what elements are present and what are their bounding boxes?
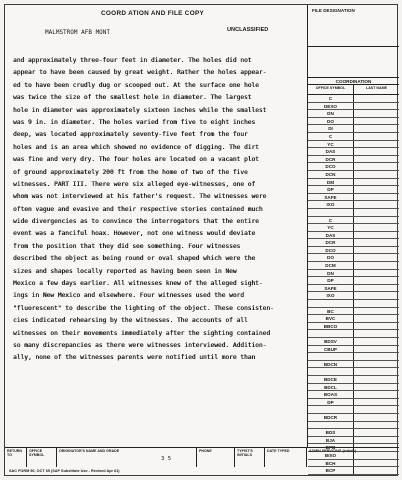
document-sheet bbox=[4, 4, 398, 476]
body-line: ally, none of the witnesses parents were notified until more than bbox=[13, 354, 256, 362]
classification-marking: UNCLASSIFIED bbox=[227, 27, 269, 33]
form-title: COORD ATION AND FILE COPY bbox=[101, 10, 205, 17]
office-symbol-code: BCP bbox=[308, 467, 354, 474]
office-symbol-code: BBCO bbox=[308, 323, 354, 330]
form-footer bbox=[5, 447, 399, 467]
office-symbol-code: DN bbox=[308, 270, 354, 277]
coordination-row bbox=[308, 186, 399, 194]
office-symbol-code: BDS bbox=[308, 429, 354, 436]
body-line: hole in diameter was approximately sixteen inches while the smallest bbox=[13, 106, 267, 114]
coordination-row bbox=[308, 391, 399, 399]
office-symbol-code: YC bbox=[308, 141, 354, 148]
originator-value: 3 5 bbox=[161, 456, 172, 462]
coordination-row bbox=[308, 361, 399, 369]
office-symbol-code bbox=[308, 368, 354, 375]
coordination-row bbox=[308, 285, 399, 293]
body-line: wide divergencies as to convince the interrogators that the entire bbox=[13, 218, 259, 226]
body-line: was 9 in. in diameter. The holes varied from five to eight inches bbox=[13, 118, 256, 126]
office-symbol-code: C bbox=[308, 217, 354, 224]
return-to-cell bbox=[5, 448, 27, 467]
office-symbol-code: BDCE bbox=[308, 376, 354, 383]
office-symbol-code: BDSV bbox=[308, 338, 354, 345]
office-symbol-code bbox=[308, 353, 354, 360]
office-symbol-code: DCO bbox=[308, 247, 354, 254]
office-symbol-code: C bbox=[308, 95, 354, 102]
body-line: sizes and shapes locally reported as having been seen in New bbox=[13, 267, 237, 275]
coordination-row bbox=[308, 422, 399, 430]
office-symbol-code: IXO bbox=[308, 201, 354, 208]
office-symbol-code: DAS bbox=[308, 232, 354, 239]
admin-servicing-cell bbox=[307, 448, 399, 467]
office-symbol-code: YC bbox=[308, 224, 354, 231]
coordination-row bbox=[308, 323, 399, 331]
office-symbol-code bbox=[308, 422, 354, 429]
coordination-row bbox=[308, 429, 399, 437]
date-typed-label: DATE TYPED bbox=[267, 449, 290, 453]
coordination-row bbox=[308, 254, 399, 262]
office-symbol-code: BDCR bbox=[308, 414, 354, 421]
office-symbol-code: DAS bbox=[308, 148, 354, 155]
file-designation-box bbox=[308, 5, 399, 47]
body-line: of ground approximately 200 ft from the home of two of the five bbox=[13, 168, 248, 176]
body-line: often vague and evasive and their respective stories contained much bbox=[13, 205, 263, 213]
coordination-row bbox=[308, 224, 399, 232]
coordination-row bbox=[308, 209, 399, 217]
office-symbol-code: DP bbox=[308, 277, 354, 284]
office-symbol-code: BPB bbox=[308, 444, 354, 451]
office-symbol-code: BC bbox=[308, 308, 354, 315]
coordination-row bbox=[308, 103, 399, 111]
office-symbol-code bbox=[308, 330, 354, 337]
coordination-row bbox=[308, 437, 399, 445]
coordination-row bbox=[308, 247, 399, 255]
office-symbol-code: DCN bbox=[308, 171, 354, 178]
office-symbol-code: SAFE bbox=[308, 194, 354, 201]
coordination-row bbox=[308, 376, 399, 384]
coordination-row bbox=[308, 308, 399, 316]
coordination-row bbox=[308, 399, 399, 407]
coordination-header: COORDINATION bbox=[308, 77, 399, 85]
typist-label: TYPIST'S INITIALS bbox=[237, 449, 253, 457]
office-symbol-code: BCH bbox=[308, 460, 354, 467]
coordination-row bbox=[308, 315, 399, 323]
coordination-row bbox=[308, 125, 399, 133]
coordination-row bbox=[308, 414, 399, 422]
file-designation-label: FILE DESIGNATION bbox=[312, 8, 355, 13]
subject-line: MALMSTROM AFB MONT bbox=[45, 29, 111, 36]
body-line: cies indicated rehearsing by the witnesses. The accounts of all bbox=[13, 317, 248, 325]
body-line: ings in New Mexico and elsewhere. Four witnesses used the word bbox=[13, 292, 244, 300]
body-line: "fluorescent" to describe the lighting of the object. These consisten- bbox=[13, 304, 274, 312]
office-symbol-code: BVC bbox=[308, 315, 354, 322]
body-line: witnesses. PART III. There were six alleged eye-witnesses, one of bbox=[13, 180, 256, 188]
last-name-header: LAST NAME bbox=[366, 85, 387, 90]
office-symbol-code: DP bbox=[308, 399, 354, 406]
return-to-label: RETURN TO bbox=[7, 449, 22, 457]
body-line: was twice the size of the smallest hole in diameter. The largest bbox=[13, 94, 252, 102]
coordination-row bbox=[308, 262, 399, 270]
office-symbol-code: DN bbox=[308, 110, 354, 117]
body-line: so many discrepancies as there were witnesses interviewed. Addition- bbox=[13, 341, 267, 349]
office-symbol-code: BDCN bbox=[308, 361, 354, 368]
coordination-row bbox=[308, 118, 399, 126]
coordination-row bbox=[308, 330, 399, 338]
coordination-row bbox=[308, 270, 399, 278]
office-symbol-code: DO bbox=[308, 118, 354, 125]
coordination-row bbox=[308, 110, 399, 118]
office-symbol-code: DCR bbox=[308, 156, 354, 163]
coordination-row bbox=[308, 179, 399, 187]
body-line: appear to have been caused by great weight. Rather the holes appear- bbox=[13, 69, 267, 77]
date-typed-cell bbox=[265, 448, 307, 467]
office-symbol-code: DEXO bbox=[308, 103, 354, 110]
coordination-row bbox=[308, 467, 399, 475]
coordination-row bbox=[308, 368, 399, 376]
body-line: was fine and very dry. The four holes are located on a vacant plot bbox=[13, 156, 259, 164]
office-symbol-footer-label: OFFICE SYMBOL bbox=[29, 449, 45, 457]
body-line: event was a fanciful hoax. However, not one witness would deviate bbox=[13, 230, 256, 238]
coordination-row bbox=[308, 171, 399, 179]
office-symbol-code: DCO bbox=[308, 163, 354, 170]
admin-servicing-label: ADMIN SERVICING (Initials) bbox=[309, 449, 357, 453]
coordination-row bbox=[308, 148, 399, 156]
coordination-row bbox=[308, 232, 399, 240]
office-symbol-code: DM bbox=[308, 179, 354, 186]
office-symbol-code: DP bbox=[308, 186, 354, 193]
office-symbol-code: BJA bbox=[308, 437, 354, 444]
body-line: deep, was located approximately seventy-five feet from the four bbox=[13, 131, 248, 139]
coordination-row bbox=[308, 201, 399, 209]
coordination-list bbox=[308, 95, 399, 475]
body-line: and approximately three-four feet in diameter. The holes did not bbox=[13, 57, 252, 64]
office-symbol-code: BIXO bbox=[308, 452, 354, 459]
office-symbol-code: BOAS bbox=[308, 391, 354, 398]
office-symbol-code: DCR bbox=[308, 239, 354, 246]
body-line: Mexico a few days earlier. All witnesses knew of the alleged sight- bbox=[13, 280, 263, 288]
office-symbol-code: IXO bbox=[308, 292, 354, 299]
office-symbol-code: BDCL bbox=[308, 384, 354, 391]
office-symbol-code bbox=[308, 300, 354, 307]
coordination-row bbox=[308, 194, 399, 202]
office-symbol-code bbox=[308, 406, 354, 413]
office-symbol-code: DO bbox=[308, 254, 354, 261]
coordination-row bbox=[308, 353, 399, 361]
phone-cell bbox=[197, 448, 235, 467]
office-symbol-code: DI bbox=[308, 125, 354, 132]
phone-label: PHONE bbox=[199, 449, 212, 453]
body-line: described the object as being round or oval shaped which were the bbox=[13, 255, 256, 263]
coordination-row bbox=[308, 163, 399, 171]
body-line: witnesses on their movements immediately after the sighting contained bbox=[13, 329, 271, 337]
coordination-row bbox=[308, 133, 399, 141]
originator-label: ORIGINATOR'S NAME AND GRADE bbox=[59, 449, 120, 453]
coordination-row bbox=[308, 141, 399, 149]
coordination-row bbox=[308, 292, 399, 300]
coordination-row bbox=[308, 406, 399, 414]
coordination-row bbox=[308, 384, 399, 392]
coordination-row bbox=[308, 300, 399, 308]
office-symbol-code: C bbox=[308, 133, 354, 140]
body-line: from the position that they did see something. Four witnesses bbox=[13, 242, 241, 250]
body-line: whom was not interviewed at his father's request. The witnesses were bbox=[13, 193, 267, 201]
office-symbol-code: DCM bbox=[308, 262, 354, 269]
coordination-row bbox=[308, 95, 399, 103]
coordination-row bbox=[308, 277, 399, 285]
body-text bbox=[13, 55, 301, 365]
office-symbol-code bbox=[308, 209, 354, 216]
coordination-row bbox=[308, 346, 399, 354]
form-identifier: SAC FORM 96, OCT 65 (SAP Substitute Use - Revised Apr 61) bbox=[9, 469, 120, 473]
office-symbol-header: OFFICE SYMBOL bbox=[308, 85, 354, 94]
originator-cell bbox=[57, 448, 197, 467]
coordination-row bbox=[308, 338, 399, 346]
coordination-column-headers bbox=[308, 85, 399, 95]
body-line: holes and is an area which showed no evidence of digging. The dirt bbox=[13, 143, 259, 151]
typist-cell bbox=[235, 448, 265, 467]
office-symbol-code: SAFE bbox=[308, 285, 354, 292]
body-line: ed to have been crudly dug or scooped out. At the surface one hole bbox=[13, 81, 259, 89]
office-symbol-code: CBUP bbox=[308, 346, 354, 353]
coordination-row bbox=[308, 156, 399, 164]
coordination-row bbox=[308, 217, 399, 225]
coordination-row bbox=[308, 239, 399, 247]
office-symbol-cell bbox=[27, 448, 57, 467]
